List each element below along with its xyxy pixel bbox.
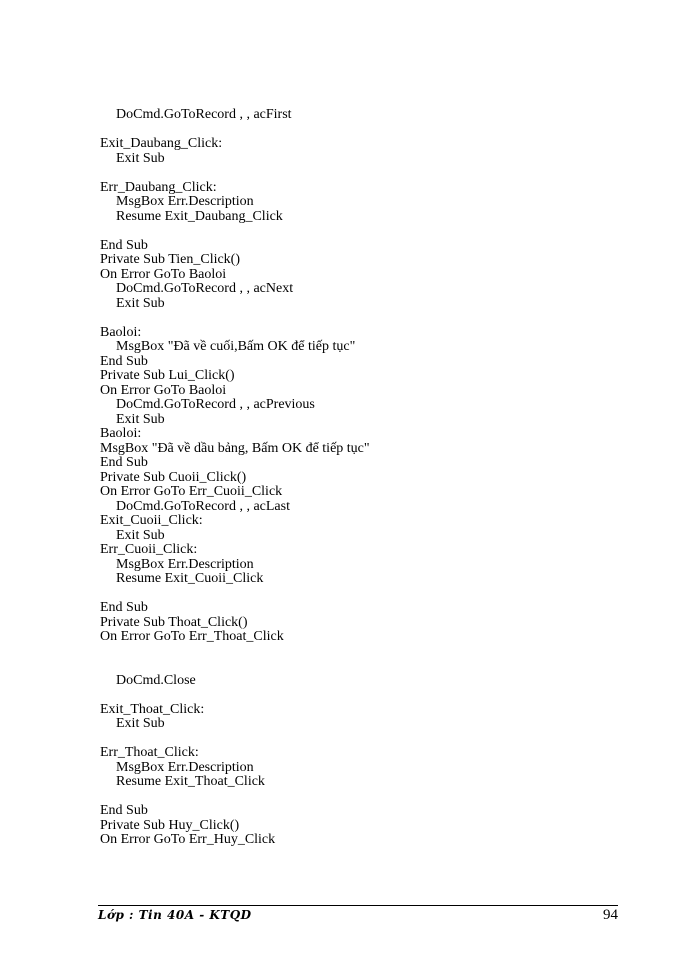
code-line [100,587,660,602]
code-line [100,645,660,660]
page-number: 94 [603,907,618,923]
code-line [100,688,660,703]
code-line [100,732,660,747]
code-line: Baoloi: [100,324,142,340]
code-line: On Error GoTo Baoloi [100,266,227,282]
code-line: Err_Thoat_Click: [100,745,199,760]
code-line: MsgBox "Đã về cuối,Bấm OK để tiếp tục" [116,339,356,354]
code-line: Exit_Thoat_Click: [100,701,205,717]
code-line: Resume Exit_Daubang_Click [116,208,283,224]
code-line: Err_Cuoii_Click: [100,542,198,557]
code-line: DoCmd.GoToRecord , , acPrevious [116,397,315,412]
code-line: DoCmd.GoToRecord , , acNext [116,281,294,296]
code-line: End Sub [100,237,148,253]
code-line: End Sub [100,353,148,369]
code-line: MsgBox Err.Description [116,759,254,775]
code-line: Exit Sub [116,527,165,543]
code-line: DoCmd.Close [116,672,196,688]
code-line: Exit Sub [116,295,165,311]
code-line: Private Sub Tien_Click() [100,252,241,267]
code-line: Resume Exit_Cuoii_Click [116,571,264,586]
code-line: MsgBox Err.Description [116,556,254,572]
code-line: On Error GoTo Err_Huy_Click [100,832,276,847]
code-line: End Sub [100,455,148,470]
code-line: MsgBox "Đã về dầu bảng, Bấm OK để tiếp tục" [100,440,370,456]
code-line [100,790,660,805]
code-line: End Sub [100,600,148,615]
code-listing [100,108,660,848]
code-line [100,659,660,674]
footer-divider [98,905,618,906]
code-line: Exit Sub [116,150,165,166]
footer-class-label: Lớp : Tin 40A - KTQD [98,908,252,922]
code-line: Private Sub Huy_Click() [100,817,240,833]
code-line: DoCmd.GoToRecord , , acLast [116,498,290,514]
code-line: Private Sub Cuoii_Click() [100,469,247,485]
code-line: Baoloi: [100,426,142,441]
code-line: Err_Daubang_Click: [100,179,217,195]
code-line: Exit Sub [116,411,165,427]
code-line [100,224,660,239]
code-line: Private Sub Thoat_Click() [100,614,248,630]
code-line: Exit_Daubang_Click: [100,136,223,151]
code-line: MsgBox Err.Description [116,194,254,209]
code-line: End Sub [100,803,148,818]
code-line: Resume Exit_Thoat_Click [116,774,265,789]
code-line [100,311,660,326]
code-line: DoCmd.GoToRecord , , acFirst [116,107,292,122]
code-line [100,166,660,181]
code-line: Private Sub Lui_Click() [100,368,235,383]
code-line: Exit_Cuoii_Click: [100,513,203,528]
code-line: Exit Sub [116,716,165,731]
code-line: On Error GoTo Baoloi [100,382,227,398]
code-line: On Error GoTo Err_Cuoii_Click [100,484,283,499]
code-line [100,123,660,138]
code-line: On Error GoTo Err_Thoat_Click [100,629,284,644]
